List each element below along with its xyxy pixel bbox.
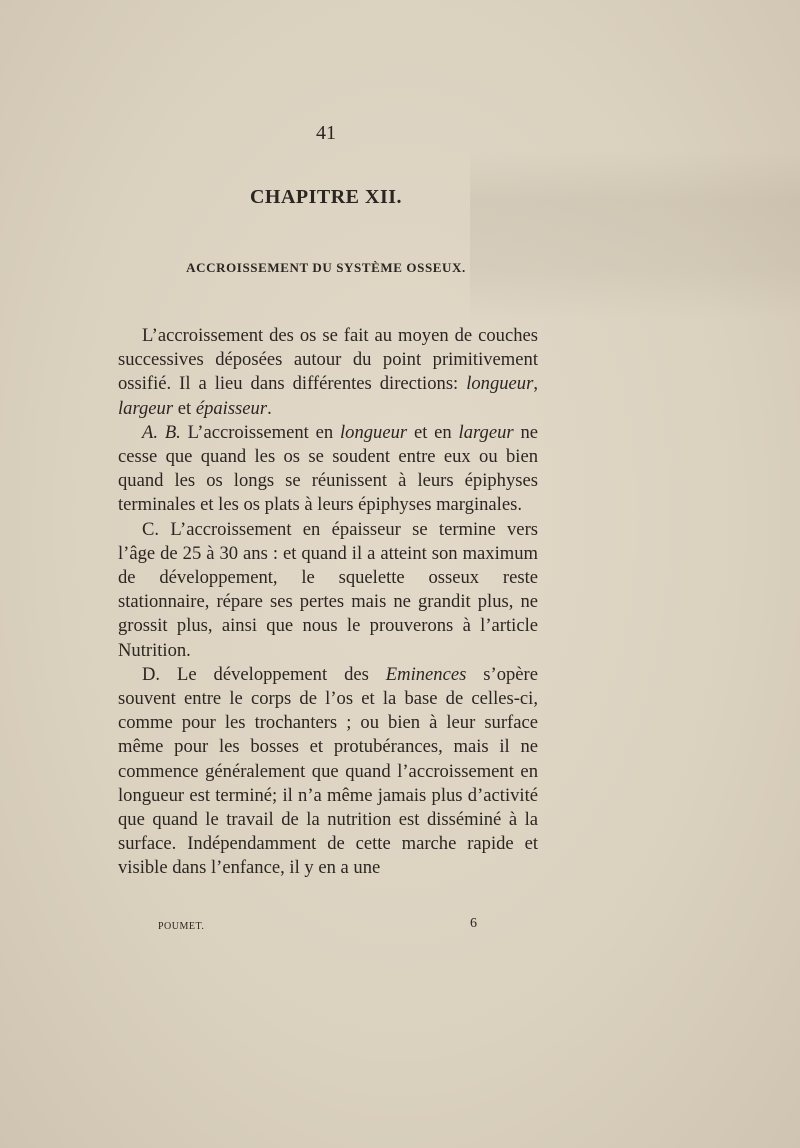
text-run: s’opère souvent entre le corps de l’os et la base de celles-ci, comme pour les trochanters ; ou bien à leur surface même pour les bosses et protubérances, mais il ne commence généralement que quand l’accroissement en longueur est terminé; il n’a même jamais plus d’activité que quand le travail de la nutrition est disséminé à la surface. Indépendamment de cette marche rapide et visible dans l’enfance, il y en a une xyxy=(118,663,538,879)
paragraph xyxy=(118,324,538,421)
body-text xyxy=(118,324,538,881)
emphasized-text: longueur xyxy=(466,373,534,395)
text-run: L’accroissement en xyxy=(180,421,340,443)
text-run: . xyxy=(267,397,272,419)
show-through-text xyxy=(470,150,800,320)
paragraph xyxy=(118,518,538,663)
text-run: D. Le développement des xyxy=(142,663,386,685)
emphasized-text: Eminences xyxy=(385,663,467,685)
emphasized-text: largeur xyxy=(458,421,514,443)
emphasized-text: épaisseur xyxy=(195,397,268,419)
text-run: et en xyxy=(407,421,459,443)
text-run: C. L’accroissement en épaisseur se termine vers l’âge de 25 à 30 ans : et quand il a atteint son maximum de développement, le squelette osseux reste stationnaire, répare ses pertes mais ne grandit plus, ne grossit plus, ainsi que nous le prouverons à l’article Nutrition. xyxy=(118,518,538,661)
text-run: , xyxy=(533,373,538,395)
text-run: L’accroissement des os se fait au moyen de couches successives déposées autour du point primitivement ossifié. Il a lieu dans différentes directions: xyxy=(118,325,538,395)
paragraph xyxy=(118,421,538,518)
emphasized-text: longueur xyxy=(339,421,408,443)
text-run: ne cesse que quand les os se soudent entre eux ou bien quand les os longs se réunissent à leurs épiphyses terminales et les os plats à leurs épiphyses marginales. xyxy=(118,421,538,516)
emphasized-text: A. B. xyxy=(142,421,181,443)
paragraph xyxy=(118,663,538,881)
emphasized-text: largeur xyxy=(118,397,174,419)
chapter-title: CHAPITRE XII. xyxy=(249,186,403,208)
page-number: 41 xyxy=(316,122,336,144)
section-title: ACCROISSEMENT DU SYSTÈME OSSEUX. xyxy=(186,260,466,275)
text-run: et xyxy=(173,397,196,419)
footer-sheet-number: 6 xyxy=(470,916,477,931)
footer-signature: POUMET. xyxy=(158,921,205,932)
